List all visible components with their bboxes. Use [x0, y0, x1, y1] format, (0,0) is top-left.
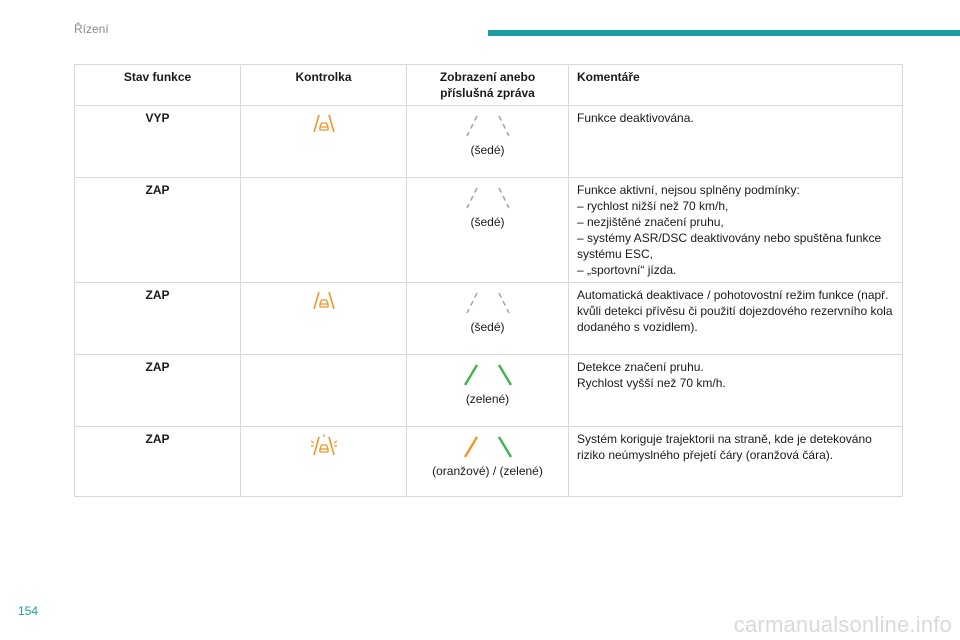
display-cell	[407, 283, 569, 355]
comment-line: Detekce značení pruhu.	[577, 360, 704, 374]
state-cell: ZAP	[75, 283, 241, 355]
display-cell	[407, 106, 569, 178]
table-row	[75, 427, 903, 497]
comment-line: Rychlost vyšší než 70 km/h.	[577, 376, 726, 390]
comment-line: Funkce deaktivována.	[577, 111, 694, 125]
comment-cell	[569, 283, 903, 355]
header-state: Stav funkce	[75, 65, 241, 106]
comment-cell	[569, 106, 903, 178]
state-cell: ZAP	[75, 427, 241, 497]
warning-light-cell	[241, 283, 407, 355]
table-row	[75, 283, 903, 355]
display-cell	[407, 427, 569, 497]
table-row	[75, 106, 903, 178]
lane-keeping-table	[74, 64, 903, 497]
comment-cell	[569, 355, 903, 427]
warning-light-cell	[241, 106, 407, 178]
lane-warning-active-icon	[310, 433, 338, 457]
header-accent-bar	[488, 30, 960, 36]
display-label: (oranžové) / (zelené)	[432, 464, 543, 478]
comment-line: – „sportovní“ jízda.	[577, 263, 677, 277]
comment-line: – nezjištěné značení pruhu,	[577, 215, 724, 229]
comment-line: Funkce aktivní, nejsou splněny podmínky:	[577, 183, 800, 197]
comment-cell	[569, 178, 903, 283]
display-label: (šedé)	[470, 143, 505, 157]
lane-lines-grey-icon	[466, 114, 510, 138]
header-comment: Komentáře	[569, 65, 903, 106]
table-header-row	[75, 65, 903, 106]
lane-lines-grey-icon	[466, 186, 510, 210]
lane-lines-orange-green-icon	[463, 435, 513, 459]
state-cell: VYP	[75, 106, 241, 178]
lane-lines-green-icon	[463, 363, 513, 387]
warning-light-cell	[241, 427, 407, 497]
display-cell	[407, 355, 569, 427]
display-label: (šedé)	[470, 215, 505, 229]
section-title: Řízení	[74, 22, 109, 36]
display-label: (zelené)	[465, 392, 510, 406]
comment-line: Systém koriguje trajektorii na straně, kde je detekováno riziko neúmyslného přejetí čáry (oranžová čára).	[577, 432, 872, 462]
display-cell	[407, 178, 569, 283]
lane-lines-grey-icon	[466, 291, 510, 315]
state-cell: ZAP	[75, 355, 241, 427]
header-display: Zobrazení anebo příslušná zpráva	[407, 65, 569, 106]
header-warning-light: Kontrolka	[241, 65, 407, 106]
watermark: carmanualsonline.info	[733, 612, 952, 637]
table-row	[75, 178, 903, 283]
comment-line: – systémy ASR/DSC deaktivovány nebo spuštěna funkce systému ESC,	[577, 231, 882, 261]
lane-warning-icon	[313, 112, 335, 134]
state-cell: ZAP	[75, 178, 241, 283]
warning-light-cell	[241, 178, 407, 283]
lane-warning-icon	[313, 289, 335, 311]
table-row	[75, 355, 903, 427]
comment-line: Automatická deaktivace / pohotovostní režim funkce (např. kvůli detekci přívěsu či použití dojezdového rezervního kola dodaného s vozidlem).	[577, 288, 893, 334]
comment-line: – rychlost nižší než 70 km/h,	[577, 199, 729, 213]
comment-cell	[569, 427, 903, 497]
page-number: 154	[18, 604, 39, 618]
warning-light-cell	[241, 355, 407, 427]
display-label: (šedé)	[470, 320, 505, 334]
